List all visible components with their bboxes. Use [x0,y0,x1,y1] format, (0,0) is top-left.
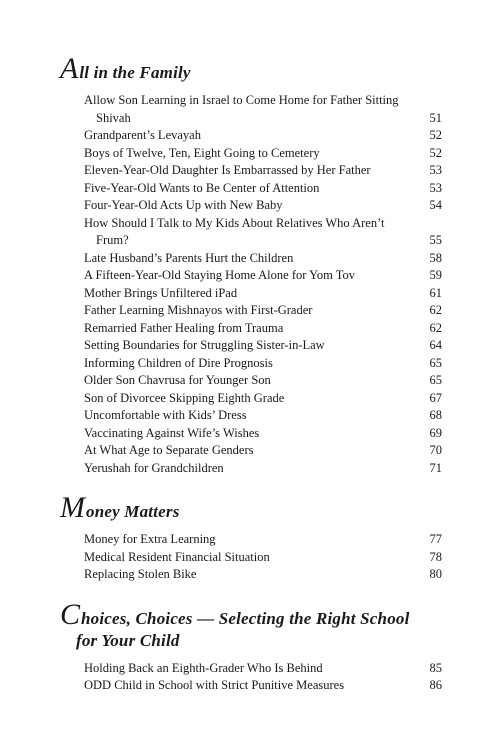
entry-title: Holding Back an Eighth-Grader Who Is Behind [84,660,323,675]
entry-title: Medical Resident Financial Situation [84,549,270,564]
toc-entry [84,92,442,127]
entry-title: Eleven-Year-Old Daughter Is Embarrassed by Her Father [84,163,371,177]
entry-page-number: 53 [429,180,442,195]
entry-page-number: 52 [429,145,442,160]
entry-title: Son of Divorcee Skipping Eighth Grade [84,390,285,405]
entry-title: Grandparent’s Levayah [84,128,201,142]
entry-list [60,531,442,584]
toc-entry [84,320,442,338]
section-title [60,491,442,524]
toc-entry [84,267,442,285]
table-of-contents [60,52,442,695]
entry-title: Remarried Father Healing from Trauma [84,320,284,335]
entry-title: Vaccinating Against Wife’s Wishes [84,425,260,440]
entry-page-number: 86 [429,678,442,692]
entry-page-number: 59 [429,268,442,282]
toc-entry [84,566,442,584]
entry-title: Allow Son Learning in Israel to Come Home for Father Sitting Shivah [84,93,399,125]
entry-page-number: 51 [429,110,442,125]
section-money-matters [60,491,442,584]
section-title-continuation: for Your Child [76,630,180,650]
section-title [60,52,442,85]
toc-entry [84,660,442,678]
section-choices-choices [60,597,442,695]
entry-page-number: 54 [429,198,442,212]
entry-title: Uncomfortable with Kids’ Dress [84,408,247,422]
entry-title: At What Age to Separate Genders [84,443,254,457]
toc-entry [84,372,442,390]
entry-title: Boys of Twelve, Ten, Eight Going to Cemetery [84,145,320,160]
toc-entry [84,302,442,320]
entry-list [60,660,442,695]
entry-page-number: 68 [429,408,442,422]
toc-entry [84,337,442,355]
toc-entry [84,197,442,215]
entry-page-number: 65 [429,355,442,370]
section-title-initial: C [60,597,81,631]
entry-title: Five-Year-Old Wants to Be Center of Attention [84,180,320,195]
section-title-text: hoices, Choices — Selecting the Right School [81,608,410,628]
toc-entry [84,127,442,145]
entry-title: Money for Extra Learning [84,532,216,546]
section-title-text: ll in the Family [79,63,191,82]
entry-title: Late Husband’s Parents Hurt the Children [84,250,294,265]
toc-entry [84,407,442,425]
toc-entry [84,442,442,460]
entry-page-number: 65 [429,373,442,387]
entry-page-number: 80 [429,567,442,581]
entry-title: A Fifteen-Year-Old Staying Home Alone for Yom Tov [84,268,355,282]
entry-title: ODD Child in School with Strict Punitive Measures [84,678,345,692]
section-title [60,597,442,652]
entry-list [60,92,442,477]
entry-page-number: 69 [429,425,442,440]
entry-page-number: 62 [429,320,442,335]
toc-entry [84,460,442,478]
entry-title: How Should I Talk to My Kids About Relatives Who Aren’t Frum? [84,215,385,247]
entry-title: Four-Year-Old Acts Up with New Baby [84,198,283,212]
entry-page-number: 64 [429,338,442,352]
toc-entry [84,390,442,408]
entry-page-number: 77 [429,532,442,546]
entry-page-number: 58 [429,250,442,265]
toc-entry [84,531,442,549]
entry-title: Older Son Chavrusa for Younger Son [84,373,271,387]
section-title-initial: M [60,491,85,524]
section-all-in-the-family [60,52,442,477]
toc-entry [84,215,442,250]
toc-entry [84,180,442,198]
entry-title: Yerushah for Grandchildren [84,460,224,475]
section-title-initial: A [60,52,79,85]
entry-title: Replacing Stolen Bike [84,567,197,581]
entry-page-number: 53 [429,163,442,177]
entry-page-number: 55 [429,233,442,247]
entry-page-number: 67 [429,390,442,405]
toc-entry [84,677,442,695]
entry-page-number: 52 [429,128,442,142]
toc-entry [84,425,442,443]
toc-entry [84,549,442,567]
entry-title: Informing Children of Dire Prognosis [84,355,273,370]
toc-entry [84,145,442,163]
entry-title: Mother Brings Unfiltered iPad [84,285,238,300]
toc-entry [84,162,442,180]
entry-title: Setting Boundaries for Struggling Sister-in-Law [84,338,325,352]
toc-entry [84,285,442,303]
entry-page-number: 61 [429,285,442,300]
entry-page-number: 71 [429,460,442,475]
entry-page-number: 78 [429,549,442,564]
entry-title: Father Learning Mishnayos with First-Grader [84,303,313,317]
entry-page-number: 62 [429,303,442,317]
toc-entry [84,355,442,373]
toc-entry [84,250,442,268]
entry-page-number: 70 [429,443,442,457]
section-title-text: oney Matters [86,502,180,521]
entry-page-number: 85 [429,660,442,675]
